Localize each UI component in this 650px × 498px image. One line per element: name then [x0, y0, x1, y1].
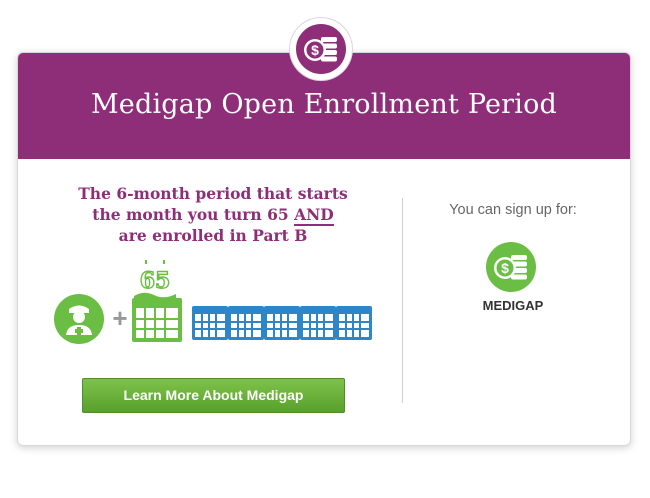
page-title: Medigap Open Enrollment Period — [90, 89, 558, 120]
calendar-icon — [192, 306, 228, 340]
plus-icon: + — [112, 303, 128, 333]
subtitle-line-1: The 6-month period that starts — [78, 184, 348, 203]
calendar-icon — [336, 306, 372, 340]
timeline-illustration — [48, 258, 378, 348]
subtitle-line-2-prefix: the month you turn 65 — [92, 205, 295, 224]
enrollment-card — [17, 52, 631, 446]
money-stack-icon — [485, 241, 537, 293]
svg-text:$: $ — [501, 260, 509, 276]
svg-text:$: $ — [311, 42, 319, 58]
learn-more-button[interactable]: Learn More About Medigap — [82, 378, 345, 413]
doctor-icon — [54, 294, 104, 344]
medigap-caption: MEDIGAP — [482, 298, 544, 313]
money-stack-icon — [295, 23, 347, 75]
subtitle-line-3: are enrolled in Part B — [118, 226, 308, 245]
period-description — [58, 183, 368, 246]
birthday-number: 65 — [139, 268, 171, 294]
subtitle-line-2 — [58, 204, 368, 225]
column-divider — [402, 198, 403, 403]
sign-up-label: You can sign up for: — [449, 202, 577, 218]
header-badge — [290, 18, 352, 80]
calendar-icon — [228, 306, 264, 340]
calendar-icon — [264, 306, 300, 340]
calendar-icon — [300, 306, 336, 340]
subtitle-emphasis-and: AND — [294, 205, 334, 224]
birthday-cake-calendar-icon — [130, 258, 186, 344]
